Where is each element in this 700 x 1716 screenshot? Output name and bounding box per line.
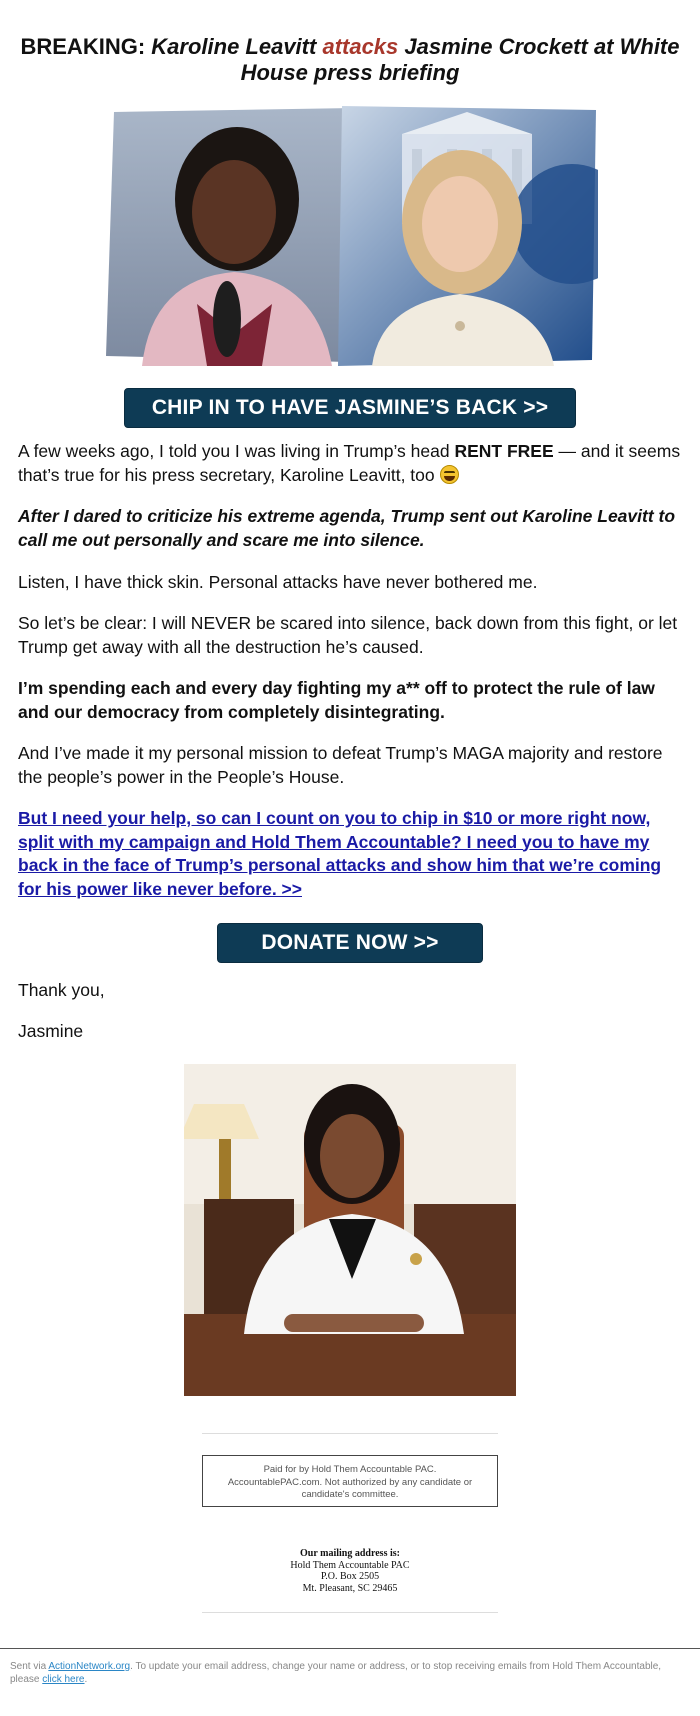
footer-sent-via: Sent via bbox=[10, 1661, 49, 1672]
mailing-line-2: P.O. Box 2505 bbox=[320, 1571, 380, 1582]
chip-in-button[interactable]: CHIP IN TO HAVE JASMINE’S BACK >> bbox=[124, 388, 576, 428]
paragraph-rent-free-text: A few weeks ago, I told you I was living in Trump’s head bbox=[18, 441, 455, 461]
portrait-photo bbox=[184, 1064, 516, 1396]
footer-end: . bbox=[84, 1674, 88, 1685]
headline-prefix: BREAKING: bbox=[20, 34, 146, 59]
actionnetwork-link[interactable]: ActionNetwork.org bbox=[48, 1661, 131, 1672]
paragraph-rent-free-text-2: — and it seems that’s true for his press secretary, Karoline Leavitt, too bbox=[18, 441, 681, 485]
paid-for-disclaimer: Paid for by Hold Them Accountable PAC. AccountablePAC.com. Not authorized by any candidate or candidate's committee. bbox=[202, 1455, 498, 1507]
donation-ask-paragraph bbox=[18, 807, 684, 901]
rent-free-bold: RENT FREE bbox=[454, 441, 554, 461]
unsubscribe-link[interactable]: click here bbox=[42, 1674, 85, 1685]
paragraph-never-scared: So let’s be clear: I will NEVER be scared into silence, back down from this fight, or let Trump get away with all the destruction he’s caused. bbox=[18, 613, 678, 657]
mailing-heading: Our mailing address is: bbox=[300, 1548, 400, 1559]
paragraph-mission: And I’ve made it my personal mission to defeat Trump’s MAGA majority and restore the people’s power in the People’s House. bbox=[18, 743, 663, 787]
closing-text: Thank you, bbox=[18, 980, 105, 1000]
divider-bottom bbox=[202, 1612, 498, 1613]
footer-divider bbox=[0, 1648, 700, 1649]
donation-ask-link[interactable]: But I need your help, so can I count on you to chip in $10 or more right now, split with my campaign and Hold Them Accountable? I need you to have my back in the face of Trump’s personal attacks and show him that we’re coming for his power like never before. >> bbox=[18, 808, 662, 899]
paragraph-attack: After I dared to criticize his extreme agenda, Trump sent out Karoline Leavitt to call me out personally and scare me into silence. bbox=[18, 506, 676, 550]
mailing-line-3: Mt. Pleasant, SC 29465 bbox=[302, 1582, 398, 1594]
mailing-line-1: Hold Them Accountable PAC bbox=[290, 1559, 410, 1571]
signature-text: Jasmine bbox=[18, 1021, 84, 1041]
footer-text bbox=[10, 1660, 680, 1686]
headline-verb: attacks bbox=[322, 34, 399, 59]
grinning-squinting-face-icon bbox=[440, 465, 459, 484]
hero-image[interactable] bbox=[102, 104, 598, 366]
donate-now-button[interactable]: DONATE NOW >> bbox=[217, 923, 483, 963]
footer-middle-text: . To update your email address, change your name or address, or to stop receiving emails from Hold Them Accountable, please bbox=[10, 1661, 662, 1685]
headline-rest: Jasmine Crockett at White House press briefing bbox=[240, 34, 680, 85]
mailing-address bbox=[200, 1548, 500, 1594]
paragraph-rent-free bbox=[18, 440, 684, 487]
paragraph-thick-skin: Listen, I have thick skin. Personal attacks have never bothered me. bbox=[18, 572, 538, 592]
paragraph-fighting: I’m spending each and every day fighting my a** off to protect the rule of law and our democracy from completely disintegrating. bbox=[18, 678, 655, 722]
divider-top bbox=[202, 1433, 498, 1434]
headline-name: Karoline Leavitt bbox=[151, 34, 317, 59]
headline bbox=[14, 34, 686, 86]
